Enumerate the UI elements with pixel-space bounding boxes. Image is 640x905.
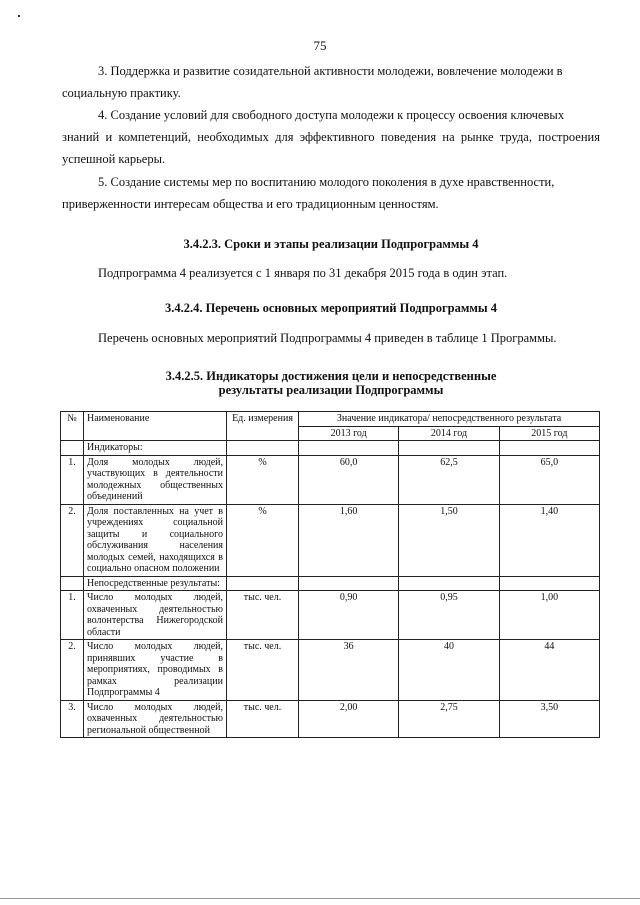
row-value-2013: 60,0 — [299, 455, 399, 504]
row-unit: тыс. чел. — [227, 700, 299, 738]
section-label-indicators: Индикаторы: — [84, 441, 227, 456]
table-row — [61, 591, 600, 640]
paragraph-first-line: 3. Поддержка и развитие созидательной активности молодежи, вовлечение молодежи в — [98, 64, 563, 78]
row-value-2014: 1,50 — [399, 504, 499, 576]
paragraph-rest: приверженности интересам общества и его традиционным ценностям. — [62, 197, 439, 211]
heading-indicators-line2: результаты реализации Подпрограммы — [218, 383, 444, 397]
table-section-row — [61, 576, 600, 591]
row-name: Доля поставленных на учет в учреждениях социальной защиты и социального обслуживания населения молодых семей, находящихся в социально опасном положении — [84, 504, 227, 576]
row-num: 1. — [61, 591, 84, 640]
header-year-2015: 2015 год — [499, 426, 599, 441]
row-value-2013: 36 — [299, 640, 399, 701]
section-label-results: Непосредственные результаты: — [84, 576, 227, 591]
heading-terms: 3.4.2.3. Сроки и этапы реализации Подпрограммы 4 — [183, 237, 479, 251]
row-name: Число молодых людей, принявших участие в мероприятиях, проводимых в рамках реализации Подпрограммы 4 — [84, 640, 227, 701]
row-unit: % — [227, 504, 299, 576]
paragraph-first-line: 4. Создание условий для свободного доступа молодежи к процессу освоения ключевых — [98, 108, 565, 122]
text-measures: Перечень основных мероприятий Подпрограммы 4 приведен в таблице 1 Программы. — [98, 331, 557, 345]
text-terms: Подпрограмма 4 реализуется с 1 января по 31 декабря 2015 года в один этап. — [98, 266, 508, 280]
table-row — [61, 504, 600, 576]
heading-indicators-line1: 3.4.2.5. Индикаторы достижения цели и непосредственные — [165, 369, 497, 383]
paragraph-rest: социальную практику. — [62, 86, 181, 100]
page-number: 75 — [313, 38, 327, 53]
header-num: № — [61, 412, 84, 441]
row-unit: тыс. чел. — [227, 640, 299, 701]
table-row — [61, 455, 600, 504]
indicators-table — [60, 411, 600, 738]
paragraph-goal-5 — [62, 171, 600, 215]
header-year-2013: 2013 год — [299, 426, 399, 441]
table-section-row — [61, 441, 600, 456]
row-value-2015: 44 — [499, 640, 599, 701]
row-value-2015: 3,50 — [499, 700, 599, 738]
row-num: 2. — [61, 640, 84, 701]
heading-measures: 3.4.2.4. Перечень основных мероприятий Подпрограммы 4 — [164, 301, 498, 315]
table-row — [61, 700, 600, 738]
table-header-row — [61, 412, 600, 427]
row-value-2015: 1,40 — [499, 504, 599, 576]
row-num: 1. — [61, 455, 84, 504]
row-value-2015: 65,0 — [499, 455, 599, 504]
row-name: Доля молодых людей, участвующих в деятельности молодежных общественных объединений — [84, 455, 227, 504]
row-value-2014: 0,95 — [399, 591, 499, 640]
row-num: 2. — [61, 504, 84, 576]
paragraph-goal-3 — [62, 60, 600, 104]
row-name: Число молодых людей, охваченных деятельностью волонтерства Нижегородской области — [84, 591, 227, 640]
heading-indicators — [62, 369, 600, 397]
row-value-2013: 1,60 — [299, 504, 399, 576]
row-value-2014: 40 — [399, 640, 499, 701]
row-unit: тыс. чел. — [227, 591, 299, 640]
row-value-2014: 2,75 — [399, 700, 499, 738]
paragraph-rest: знаний и компетенций, необходимых для эффективного поведения на рынке труда, построения успешной карьеры. — [62, 130, 600, 166]
scan-bottom-edge — [0, 898, 640, 899]
row-num: 3. — [61, 700, 84, 738]
row-value-2015: 1,00 — [499, 591, 599, 640]
header-unit: Ед. измерения — [227, 412, 299, 441]
scan-speck — [18, 15, 20, 17]
header-year-2014: 2014 год — [399, 426, 499, 441]
paragraph-goal-4 — [62, 104, 600, 170]
row-value-2013: 2,00 — [299, 700, 399, 738]
row-unit: % — [227, 455, 299, 504]
header-name: Наименование — [84, 412, 227, 441]
paragraph-first-line: 5. Создание системы мер по воспитанию молодого поколения в духе нравственности, — [98, 175, 555, 189]
table-row — [61, 640, 600, 701]
row-value-2014: 62,5 — [399, 455, 499, 504]
header-value-group: Значение индикатора/ непосредственного результата — [299, 412, 600, 427]
row-name: Число молодых людей, охваченных деятельностью региональной общественной — [84, 700, 227, 738]
row-value-2013: 0,90 — [299, 591, 399, 640]
